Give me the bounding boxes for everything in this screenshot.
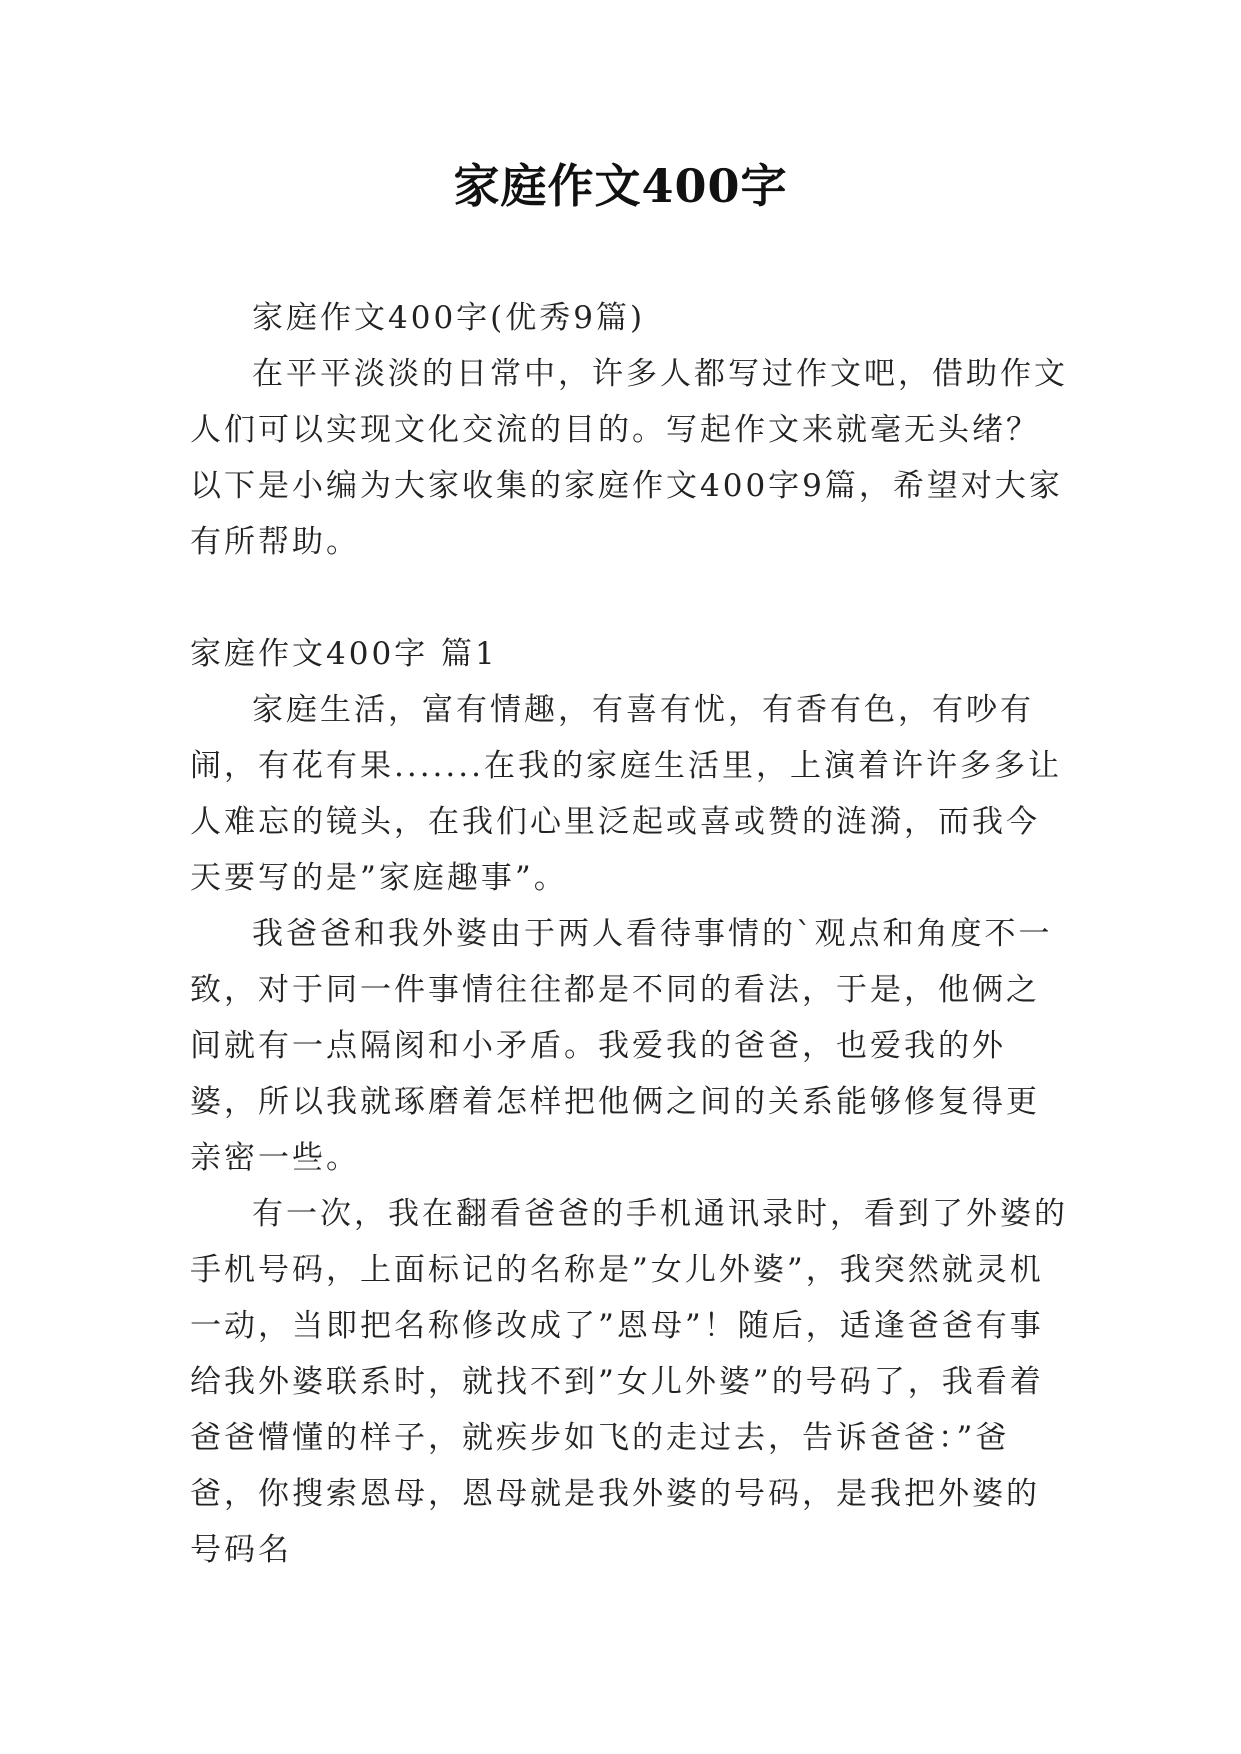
body-paragraph: 有一次，我在翻看爸爸的手机通讯录时，看到了外婆的手机号码，上面标记的名称是”女儿外婆”，我突然就灵机一动，当即把名称修改成了”恩母”！随后，适逢爸爸有事给我外婆联系时，就找不到”女儿外婆”的号码了，我看着爸爸懵懂的样子，就疾步如飞的走过去，告诉爸爸：”爸爸，你搜索恩母，恩母就是我外婆的号码，是我把外婆的号码名 [190,1196,1068,1568]
intro-paragraph: 在平平淡淡的日常中，许多人都写过作文吧，借助作文人们可以实现文化交流的目的。写起作文来就毫无头绪？以下是小编为大家收集的家庭作文400字9篇，希望对大家有所帮助。 [190,356,1068,560]
body-paragraph: 我爸爸和我外婆由于两人看待事情的`观点和角度不一致，对于同一件事情往往都是不同的看法，于是，他俩之间就有一点隔阂和小矛盾。我爱我的爸爸，也爱我的外婆，所以我就琢磨着怎样把他俩之间的关系能够修复得更亲密一些。 [190,916,1053,1176]
section-heading: 家庭作文400字 篇1 [190,636,498,672]
document-subtitle: 家庭作文400字(优秀9篇) [252,300,646,336]
document-body [190,290,1070,1578]
document-title: 家庭作文400字 [453,159,788,213]
body-paragraph: 家庭生活，富有情趣，有喜有忧，有香有色，有吵有闹，有花有果.......在我的家庭生活里，上演着许许多多让人难忘的镜头，在我们心里泛起或喜或赞的涟漪，而我今天要写的是”家庭趣事”。 [190,692,1062,896]
